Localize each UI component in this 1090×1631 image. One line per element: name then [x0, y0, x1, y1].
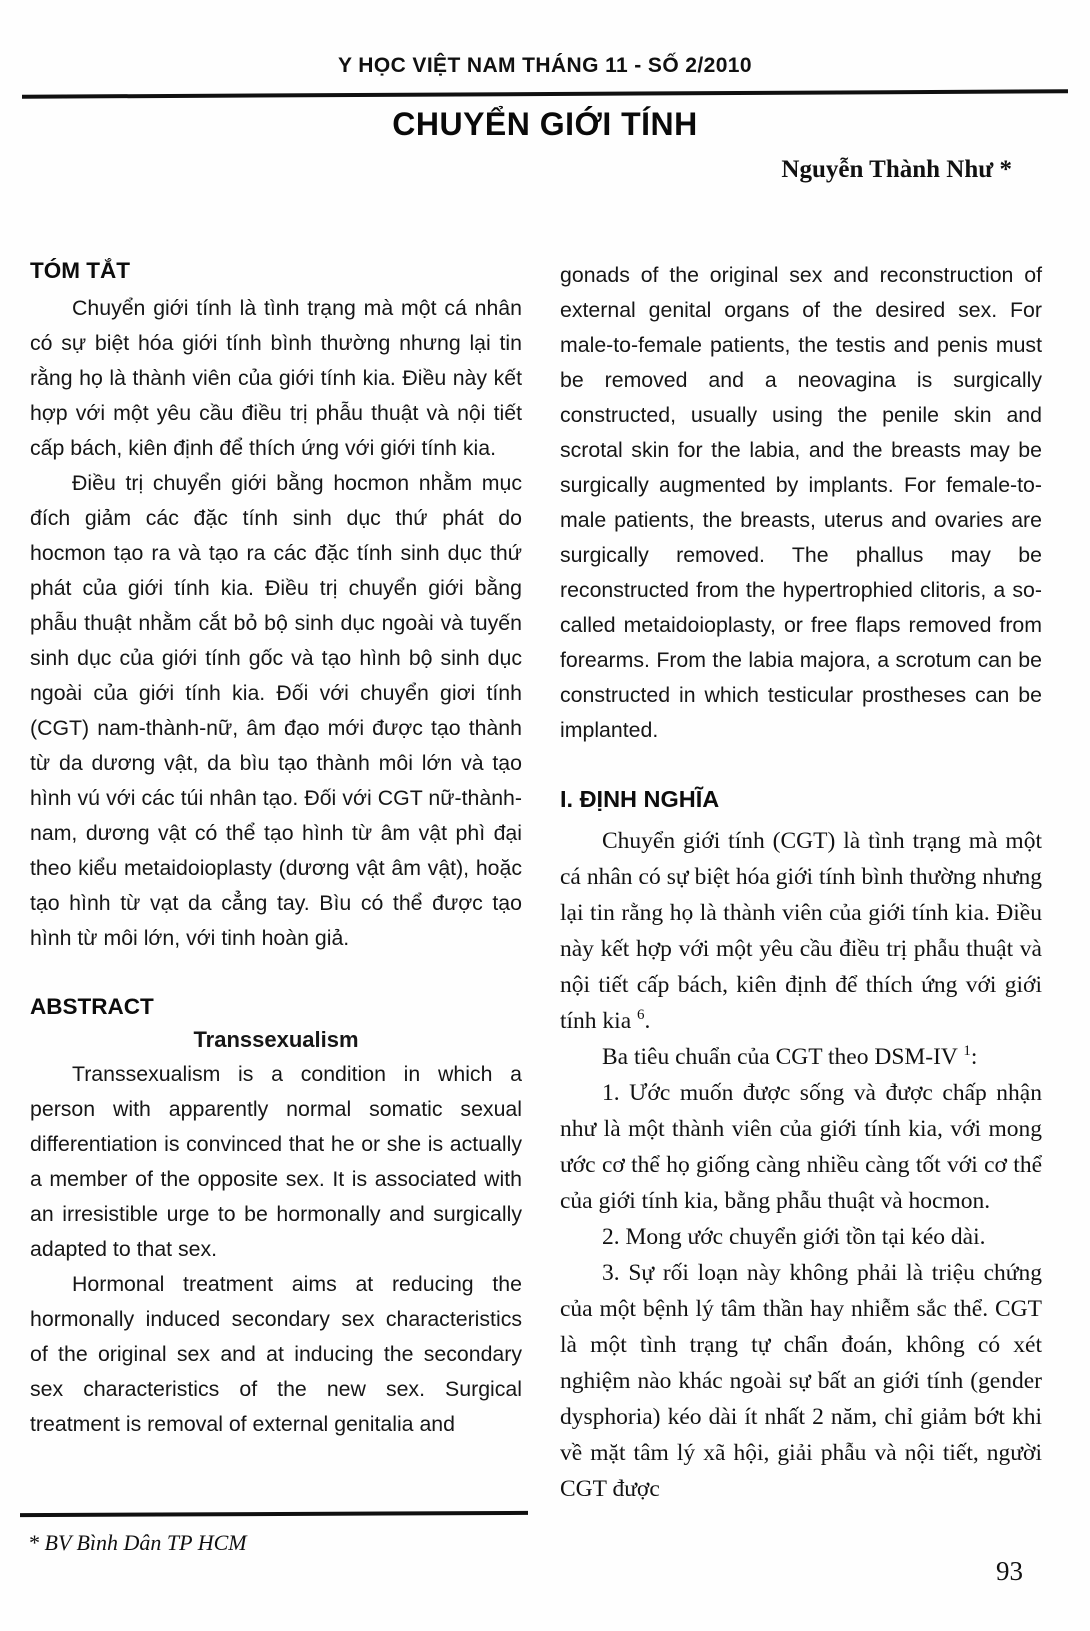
tomtat-paragraph-1: Chuyển giới tính là tình trạng mà một cá nhân có sự biệt hóa giới tính bình thường nhưng lại tin rằng họ là thành viên của giới tính kia. Điều này kết hợp với một yêu cầu điều trị phẫu thuật và nội tiết cấp bách, kiên định để thích ứng với giới tính kia. [30, 296, 522, 460]
criterion-1: 1. Ước muốn được sống và được chấp nhận như là một thành viên của giới tính kia, với mong ước cơ thể họ giống càng nhiều càng tốt với cơ thể của giới tính kia, bằng phẫu thuật và hocmon. [560, 1080, 1042, 1214]
abstract-paragraph-2-continued: gonads of the original sex and reconstruction of external genital organs of the desired sex. For male-to-female patients, the testis and penis must be removed and a neovagina is surgically constructed, usually using the penile skin and scrotal skin for the labia, and the breasts may be surgically augmented by implants. For female-to-male patients, the breasts, uterus and ovaries are surgically removed. The phallus may be reconstructed from the hypertrophied clitoris, a so-called metaidoioplasty, or free flaps removed from forearms. From the labia majora, a scrotum can be constructed in which testicular prostheses can be implanted. [560, 263, 1042, 742]
criterion-3: 3. Sự rối loạn này không phải là triệu chứng của một bệnh lý tâm thần hay nhiễm sắc thể. CGT là một tình trạng tự chẩn đoán, không có xét nghiệm nào khác ngoài sự bất an giới tính (gender dysphoria) kéo dài ít nhất 2 năm, chỉ giảm bớt khi về mặt tâm lý xã hội, giải phẫu và nội tiết, người CGT được [560, 1260, 1042, 1502]
content-columns [30, 258, 1042, 1507]
criteria-intro [560, 1039, 1042, 1075]
abstract-heading: ABSTRACT [30, 994, 154, 1019]
dinh-nghia-paragraph-1-tail: . [644, 1008, 651, 1034]
article-author: Nguyễn Thành Như * [781, 156, 1012, 183]
reference-superscript-1: 1 [963, 1043, 971, 1060]
journal-running-head: Y HỌC VIỆT NAM THÁNG 11 - SỐ 2/2010 [338, 54, 752, 77]
reference-superscript-6: 6 [637, 1007, 645, 1024]
tomtat-paragraph-2: Điều trị chuyển giới bằng hocmon nhằm mục đích giảm các đặc tính sinh dục thứ phát do hocmon tạo ra và tạo ra các đặc tính sinh dục thứ phát của giới tính kia. Điều trị chuyển giới bằng phẫu thuật nhằm cắt bỏ bộ sinh dục ngoài và tuyến sinh dục của giới tính gốc và tạo hình bộ sinh dục ngoài của giới tính kia. Đối với chuyển giơi tính (CGT) nam-thành-nữ, âm đạo mới được tạo thành từ da dương vật, da bìu tạo thành môi lớn và tạo hình vú với các túi nhân tạo. Đối với CGT nữ-thành-nam, dương vật có thể tạo hình từ âm vật phì đại theo kiểu metaidoioplasty (dương vật âm vật), hoặc tạo hình từ vạt da cẳng tay. Bìu có thể được tạo hình từ môi lớn, với tinh hoàn giả. [30, 471, 522, 950]
criteria-intro-text: Ba tiêu chuẩn của CGT theo DSM-IV [602, 1044, 964, 1070]
abstract-paragraph-1: Transsexualism is a condition in which a person with apparently normal somatic sexual differentiation is convinced that he or she is actually a member of the opposite sex. It is associated with an irresistible urge to be hormonally and surgically adapted to that sex. [30, 1062, 522, 1261]
footnote-rule [20, 1511, 528, 1517]
left-column [30, 258, 522, 1507]
header-rule [22, 89, 1068, 98]
article-title: CHUYỂN GIỚI TÍNH [392, 106, 698, 142]
abstract-subheading: Transsexualism [193, 1027, 359, 1052]
criterion-2: 2. Mong ước chuyển giới tồn tại kéo dài. [602, 1224, 986, 1250]
page-number: 93 [996, 1556, 1023, 1586]
footnote-affiliation: * BV Bình Dân TP HCM [28, 1530, 247, 1555]
dinh-nghia-heading: I. ĐỊNH NGHĨA [560, 786, 720, 812]
dinh-nghia-paragraph-1-text: Chuyển giới tính (CGT) là tình trạng mà một cá nhân có sự biệt hóa giới tính bình thường nhưng lại tin rằng họ là thành viên của giới tính kia. Điều này kết hợp với một yêu cầu điều trị phẫu thuật và nội tiết cấp bách, kiên định để thích ứng với giới tính kia [560, 828, 1042, 1034]
tomtat-heading: TÓM TẮT [30, 258, 130, 283]
right-column [560, 258, 1042, 1507]
abstract-paragraph-2: Hormonal treatment aims at reducing the hormonally induced secondary sex characteristics of the original sex and at inducing the secondary sex characteristics of the new sex. Surgical treatment is removal of external genitalia and [30, 1272, 522, 1436]
criteria-intro-tail: : [970, 1044, 978, 1070]
dinh-nghia-paragraph-1 [560, 823, 1042, 1039]
